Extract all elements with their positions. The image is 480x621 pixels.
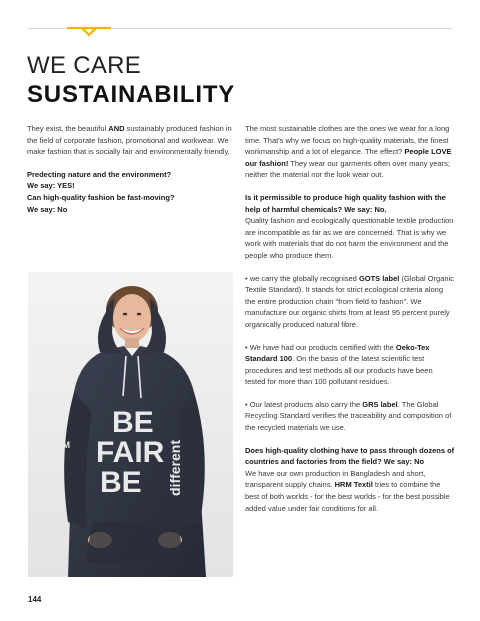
hoodie-print-be-2: BE: [100, 466, 142, 499]
model-photo: [28, 272, 233, 577]
left-column: [27, 123, 232, 215]
production-paragraph: We have our own production in Bangladesh and short, transparent supply chains. HRM Textil tries to combine the best of both worlds - for the best worlds - for the best possible added value under fair conditions for all.: [245, 468, 450, 513]
page-title-line2: SUSTAINABILITY: [27, 81, 236, 108]
answer-2: We say: No: [27, 204, 68, 214]
chemicals-paragraph: Quality fashion and ecologically questionable textile production are incompatible as far as we are concerned. That is why we work with materials that do not harm the environment and the people who produce them.: [245, 216, 454, 260]
sleeve-logo: RM: [56, 440, 70, 450]
intro-paragraph: They exist, the beautiful AND sustainably produced fashion in the field of corporate fashion, promotional and workwear. We make fashion that is socially fair and environmentally friendly.: [27, 124, 232, 157]
question-2: Can high-quality fashion be fast-moving?: [27, 192, 175, 202]
page-number: 144: [28, 595, 42, 604]
hoodie-print-fair: FAIR: [96, 436, 165, 469]
question-1: Predecting nature and the environment?: [27, 169, 172, 179]
oeko-tex-bullet: • We have had our products certified with the Oeko-Tex Standard 100. On the basis of the latest scientific test procedures and test methods all our products have been tested for more than 100 pollutant residues.: [245, 342, 433, 387]
chevron-down-icon: [67, 24, 111, 38]
hoodie-print-different: different: [167, 440, 183, 496]
grs-bullet: • Our latest products also carry the GRS label. The Global Recycling Standard verifies the traceability and composition of the recycled materials we use.: [245, 399, 452, 433]
page-title-line1: WE CARE: [27, 52, 142, 79]
hoodie-print-be: BE: [112, 406, 154, 439]
answer-1: We say: YES!: [27, 181, 75, 191]
right-column: [245, 123, 455, 525]
question-4: Does high-quality clothing have to pass through dozens of countries and factories from the field? We say: No: [245, 445, 455, 467]
intro-paragraph-right: The most sustainable clothes are the ones we wear for a long time. That's why we focus on high-quality materials, the finest workmanship and a lot of elegance. The effect? People LOVE our fashion! They wear our garments often over many years; neither the material nor the look wear out.: [245, 124, 452, 180]
gots-bullet: • we carry the globally recognised GOTS label (Global Organic Textile Standard). It stands for strict ecological criteria along the entire production chain "from field to fashion". We manufacture our organic shirts from at least 95 percent purely organically produced natural fibre.: [245, 273, 454, 329]
question-3: Is it permissible to produce high quality fashion with the help of harmful chemicals? We say: No.: [245, 192, 446, 214]
hoodie-model-illustration: [28, 272, 233, 577]
